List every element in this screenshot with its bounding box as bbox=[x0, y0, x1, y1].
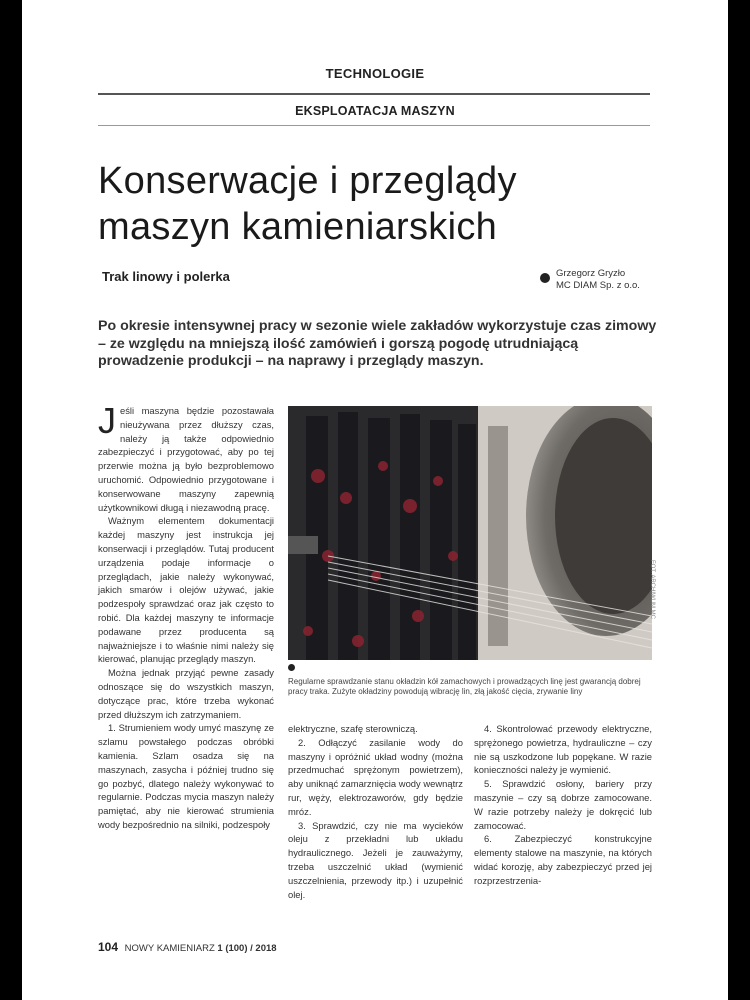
magazine-name: NOWY KAMIENIARZ bbox=[124, 943, 215, 954]
section-label: TECHNOLOGIE bbox=[325, 66, 425, 81]
paragraph: Ważnym elementem dokumentacji każdej maszyny jest instrukcja jej konserwacji i przeglądów. Tutaj producent urządzenia podaje informacje o przeglądach, jakie należy wykonywać, jakich smarów i olejów używać, jakie podzespoły sprawdzać oraz jak często to robić. Dla każdej maszyny te informacje podawane przez producenta są najważniejsze i to właśnie nimi należy się kierować, planując przeglądy maszyn. bbox=[98, 515, 274, 665]
author-text bbox=[556, 268, 640, 292]
page-footer bbox=[98, 940, 277, 954]
paragraph: Można jednak przyjąć pewne zasady odnoszące się do wszystkich maszyn, dotyczące prac, które trzeba wykonać przed dłuższym ich zatrzymaniem. bbox=[98, 667, 274, 720]
title-line: maszyn kamieniarskich bbox=[98, 206, 498, 248]
divider bbox=[98, 125, 650, 126]
article-subtitle: Trak linowy i polerka bbox=[102, 269, 230, 284]
divider bbox=[98, 93, 650, 95]
wire-saw-photo-illustration bbox=[288, 406, 652, 660]
paragraph: 1. Strumieniem wody umyć maszynę ze szlamu powstałego podczas obróbki kamienia. Szlam osadza się na maszynach, zasycha i później trudno się go pozbyć, dlatego należy wykonywać to regularnie. Podczas mycia maszyn należy pamiętać, aby nie kierować strumienia wody bezpośrednio na silniki, podzespoły bbox=[98, 722, 274, 830]
paragraph: elektryczne, szafę sterowniczą. bbox=[288, 723, 418, 734]
paragraph: 4. Skontrolować przewody elektryczne, sprężonego powietrza, hydrauliczne – czy nie są uszkodzone lub popękane. W razie konieczności należy je wymienić. bbox=[474, 723, 652, 776]
text-column-1 bbox=[98, 400, 274, 832]
article-lead: Po okresie intensywnej pracy w sezonie wiele zakładów wykorzystuje czas zimowy – ze względu na mniejszą ilość zamówień i gorszą pogodę utrudniającą prowadzenie produkcji – na naprawy i przeglądy maszyn. bbox=[98, 318, 657, 369]
paragraph: 5. Sprawdzić osłony, bariery przy maszynie – czy są dobrze zamocowane. W razie potrzeby należy je dokręcić lub zamocować. bbox=[474, 778, 652, 831]
photo-caption bbox=[288, 664, 652, 698]
article-photo bbox=[288, 406, 652, 660]
article-title bbox=[98, 158, 658, 250]
pen-icon bbox=[540, 273, 550, 283]
paragraph: 3. Sprawdzić, czy nie ma wycieków oleju z przekładni lub układu hydraulicznego. Jeżeli je zauważymy, trzeba uszczelnić układ (wymienić uszczelnienia, przewody itp.) i uzupełnić olej. bbox=[288, 819, 463, 900]
photo-credit: FOT. ARCHIWUM MC bbox=[649, 560, 655, 619]
camera-icon bbox=[288, 664, 295, 671]
title-line: Konserwacje i przeglądy bbox=[98, 160, 517, 202]
paragraph: 6. Zabezpieczyć konstrukcyjne elementy stalowe na maszynie, na których widać korozję, aby zabezpieczyć przed jej rozprzestrzenia- bbox=[474, 833, 652, 886]
paragraph: 2. Odłączyć zasilanie wody do maszyny i opróżnić układ wodny (można przedmuchać sprężonym powietrzem), aby uniknąć zamarznięcia wody wewnątrz rur, węży, elektrozaworów, gdy będzie mróz. bbox=[288, 736, 463, 817]
text-column-3 bbox=[474, 722, 652, 888]
page-number: 104 bbox=[98, 940, 119, 954]
text-column-2 bbox=[288, 722, 463, 901]
author-company: MC DIAM Sp. z o.o. bbox=[556, 280, 640, 291]
drop-cap: J bbox=[98, 400, 116, 441]
subsection-label: EKSPLOATACJA MASZYN bbox=[295, 104, 455, 118]
author-name: Grzegorz Gryzło bbox=[556, 268, 626, 279]
magazine-page bbox=[22, 0, 728, 1000]
issue-number: 1 (100) / 2018 bbox=[217, 943, 277, 954]
caption-text: Regularne sprawdzanie stanu okładzin kół zamachowych i prowadzących linę jest gwarancją dobrej pracy traka. Zużyte okładziny powodują wibrację lin, złą jakość cięcia, zrywanie liny bbox=[288, 676, 641, 696]
paragraph: Jeśli maszyna będzie pozostawała nieużywana przez dłuższy czas, należy ją także odpowiednio zabezpieczyć i przygotować, aby po tej przerwie można ją było bezproblemowo uruchomić. Odpowiednio przygotowane i konserwowane maszyny zapewnią użytkownikowi długą i niezawodną pracę. bbox=[98, 400, 274, 513]
